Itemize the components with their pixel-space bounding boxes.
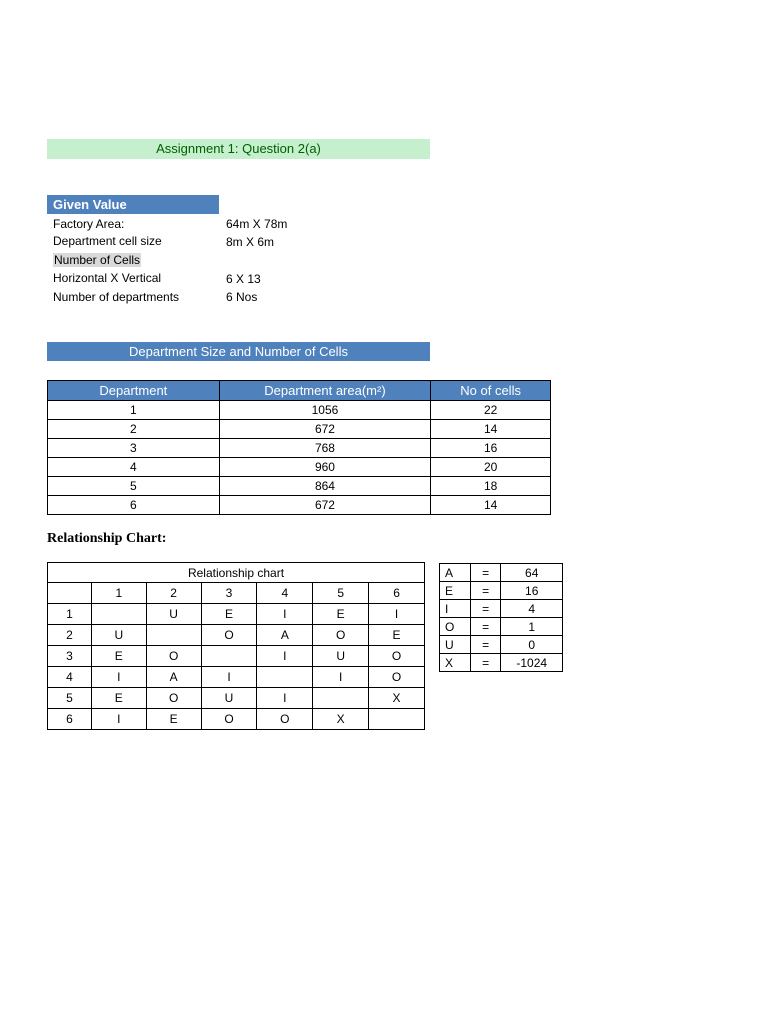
legend-row — [440, 618, 563, 636]
given-label-horiz-vert: Horizontal X Vertical — [53, 271, 162, 285]
legend-equals: = — [470, 582, 501, 600]
relationship-row-header: 2 — [48, 625, 92, 646]
legend-letter: A — [440, 564, 471, 582]
rating-legend-table — [439, 563, 563, 672]
relationship-chart-table — [47, 562, 425, 730]
legend-letter: O — [440, 618, 471, 636]
number-of-cells-label: Number of Cells — [54, 253, 141, 267]
relationship-row-header: 4 — [48, 667, 92, 688]
given-value-horiz-vert: 6 X 13 — [226, 272, 261, 286]
table-row — [48, 458, 551, 477]
relationship-cell: I — [257, 688, 313, 709]
department-table — [47, 380, 551, 515]
table-cell: 18 — [431, 477, 551, 496]
table-cell: 864 — [219, 477, 431, 496]
table-cell: 20 — [431, 458, 551, 477]
legend-row — [440, 654, 563, 672]
relationship-chart-title: Relationship Chart: — [47, 531, 167, 546]
legend-value: -1024 — [501, 654, 563, 672]
relationship-cell — [313, 688, 369, 709]
relationship-cell: I — [369, 604, 425, 625]
table-cell: 2 — [48, 420, 220, 439]
relationship-row-header: 5 — [48, 688, 92, 709]
table-cell: 960 — [219, 458, 431, 477]
table-cell: 14 — [431, 496, 551, 515]
legend-letter: X — [440, 654, 471, 672]
table-cell: 3 — [48, 439, 220, 458]
relationship-row — [48, 604, 425, 625]
relationship-cell: O — [146, 688, 201, 709]
table-row — [48, 439, 551, 458]
given-value-header: Given Value — [47, 195, 219, 214]
table-cell: 672 — [219, 420, 431, 439]
col-no-of-cells: No of cells — [431, 381, 551, 401]
legend-equals: = — [470, 654, 501, 672]
table-row — [48, 496, 551, 515]
table-cell: 16 — [431, 439, 551, 458]
assignment-title: Assignment 1: Question 2(a) — [47, 139, 430, 159]
relationship-cell: E — [369, 625, 425, 646]
relationship-col-header: 1 — [91, 583, 146, 604]
legend-value: 0 — [501, 636, 563, 654]
relationship-cell: X — [313, 709, 369, 730]
relationship-cell: A — [257, 625, 313, 646]
relationship-cell: X — [369, 688, 425, 709]
table-cell: 22 — [431, 401, 551, 420]
relationship-row-header: 6 — [48, 709, 92, 730]
col-department-area: Department area(m²) — [219, 381, 431, 401]
relationship-row — [48, 688, 425, 709]
legend-letter: E — [440, 582, 471, 600]
legend-value: 1 — [501, 618, 563, 636]
relationship-col-header — [48, 583, 92, 604]
legend-equals: = — [470, 564, 501, 582]
relationship-cell: O — [146, 646, 201, 667]
table-cell: 4 — [48, 458, 220, 477]
table-cell: 1056 — [219, 401, 431, 420]
relationship-cell: E — [91, 646, 146, 667]
relationship-col-header: 3 — [201, 583, 257, 604]
relationship-cell: U — [146, 604, 201, 625]
relationship-cell — [91, 604, 146, 625]
legend-row — [440, 582, 563, 600]
legend-equals: = — [470, 636, 501, 654]
table-cell: 768 — [219, 439, 431, 458]
relationship-cell — [369, 709, 425, 730]
given-value-factory-area: 64m X 78m — [226, 217, 288, 231]
relationship-cell: U — [313, 646, 369, 667]
relationship-cell: E — [146, 709, 201, 730]
relationship-col-header: 4 — [257, 583, 313, 604]
relationship-col-header: 5 — [313, 583, 369, 604]
relationship-row — [48, 667, 425, 688]
table-cell: 5 — [48, 477, 220, 496]
relationship-cell: O — [313, 625, 369, 646]
relationship-cell: O — [369, 667, 425, 688]
relationship-cell — [201, 646, 257, 667]
relationship-cell: I — [257, 646, 313, 667]
relationship-cell: E — [313, 604, 369, 625]
relationship-cell: I — [201, 667, 257, 688]
relationship-cell: U — [91, 625, 146, 646]
relationship-row — [48, 709, 425, 730]
relationship-cell: I — [91, 667, 146, 688]
col-department: Department — [48, 381, 220, 401]
relationship-cell: O — [201, 709, 257, 730]
relationship-row-header: 3 — [48, 646, 92, 667]
given-label-factory-area: Factory Area: — [53, 217, 125, 231]
relationship-cell: O — [369, 646, 425, 667]
relationship-cell: I — [257, 604, 313, 625]
relationship-col-header: 2 — [146, 583, 201, 604]
legend-value: 4 — [501, 600, 563, 618]
table-row — [48, 420, 551, 439]
relationship-chart-caption: Relationship chart — [48, 563, 425, 583]
given-label-departments: Number of departments — [53, 290, 180, 304]
relationship-col-header: 6 — [369, 583, 425, 604]
legend-equals: = — [470, 618, 501, 636]
given-value-departments: 6 Nos — [226, 290, 258, 304]
relationship-cell: E — [201, 604, 257, 625]
relationship-cell: I — [91, 709, 146, 730]
legend-equals: = — [470, 600, 501, 618]
relationship-cell: O — [201, 625, 257, 646]
relationship-cell — [146, 625, 201, 646]
relationship-cell: O — [257, 709, 313, 730]
legend-row — [440, 636, 563, 654]
table-cell: 672 — [219, 496, 431, 515]
relationship-header-row — [48, 583, 425, 604]
legend-letter: U — [440, 636, 471, 654]
dept-section-header: Department Size and Number of Cells — [47, 342, 430, 361]
relationship-cell — [257, 667, 313, 688]
legend-value: 16 — [501, 582, 563, 600]
relationship-row-header: 1 — [48, 604, 92, 625]
relationship-cell: I — [313, 667, 369, 688]
legend-letter: I — [440, 600, 471, 618]
given-label-number-of-cells — [53, 253, 141, 267]
legend-row — [440, 564, 563, 582]
relationship-cell: U — [201, 688, 257, 709]
table-cell: 1 — [48, 401, 220, 420]
table-cell: 14 — [431, 420, 551, 439]
table-cell: 6 — [48, 496, 220, 515]
relationship-cell: E — [91, 688, 146, 709]
legend-row — [440, 600, 563, 618]
table-row — [48, 477, 551, 496]
table-row — [48, 401, 551, 420]
given-value-cell-size: 8m X 6m — [226, 235, 275, 249]
relationship-cell: A — [146, 667, 201, 688]
legend-value: 64 — [501, 564, 563, 582]
given-label-cell-size: Department cell size — [53, 234, 162, 248]
relationship-row — [48, 646, 425, 667]
relationship-row — [48, 625, 425, 646]
